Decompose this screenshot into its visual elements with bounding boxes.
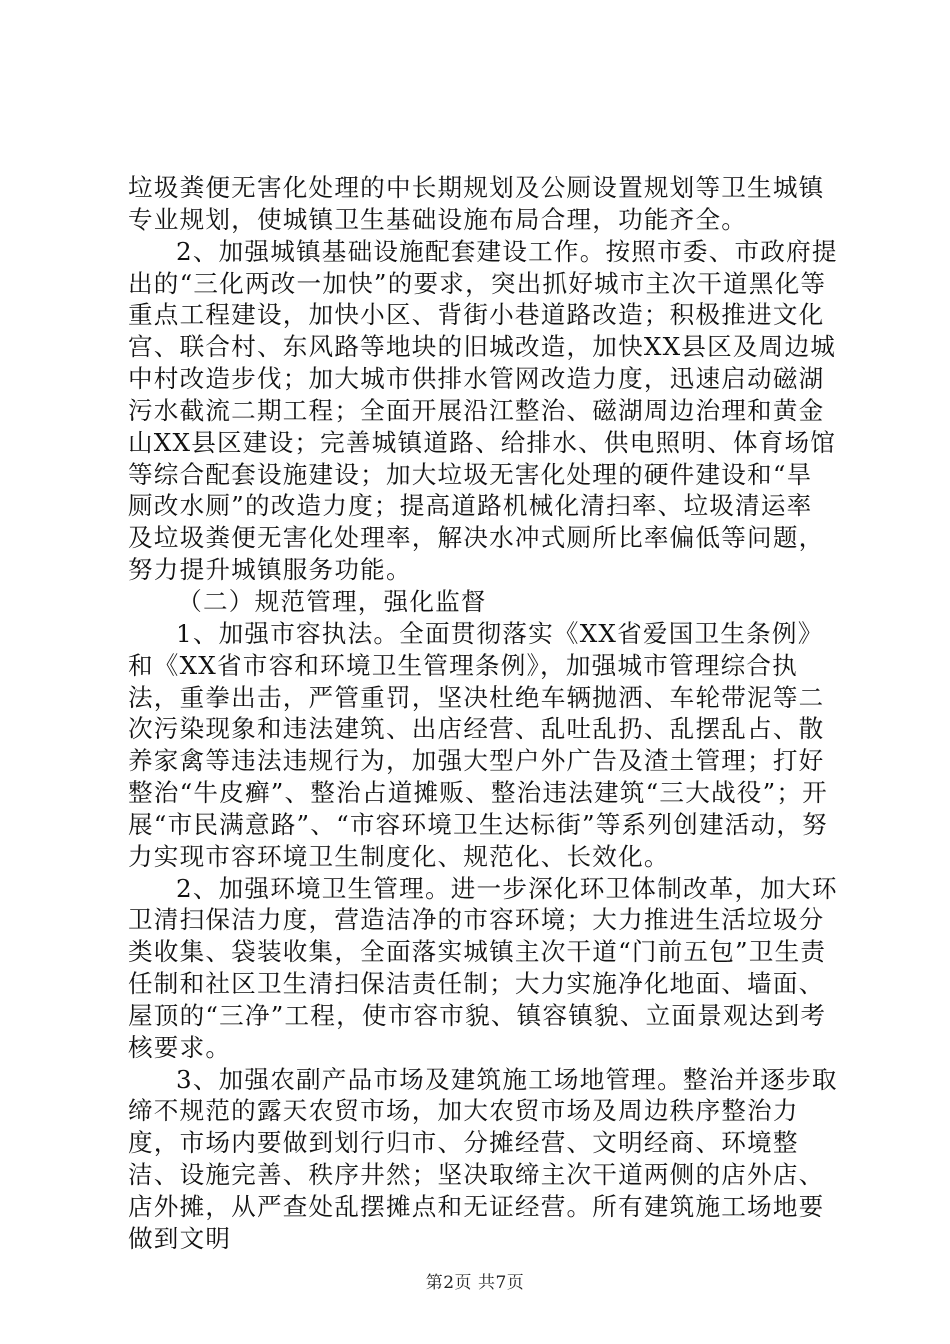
- paragraph-sanitation: 2、加强环境卫生管理。进一步深化环卫体制改革，加大环卫清扫保洁力度，营造洁净的市容环境；大力推进生活垃圾分类收集、袋装收集，全面落实城镇主次干道“门前五包”卫生责任制和社区卫生清扫保洁责任制；大力实施净化地面、墙面、屋顶的“三净”工程，使市容市貌、镇容镇貌、立面景观达到考核要求。: [128, 873, 838, 1062]
- paragraph-city-enforcement: 1、加强市容执法。全面贯彻落实《XX省爱国卫生条例》和《XX省市容和环境卫生管理条例》，加强城市管理综合执法，重拳出击，严管重罚，坚决杜绝车辆抛洒、车轮带泥等二次污染现象和违法建筑、出店经营、乱吐乱扔、乱摆乱占、散养家禽等违法违规行为，加强大型户外广告及渣土管理；打好整治“牛皮癣”、整治占道摊贩、整治违法建筑“三大战役”；开展“市民满意路”、“市容环境卫生达标街”等系列创建活动，努力实现市容环境卫生制度化、规范化、长效化。: [128, 618, 828, 871]
- paragraph-infrastructure: 2、加强城镇基础设施配套建设工作。按照市委、市政府提出的“三化两改一加快”的要求，突出抓好城市主次干道黑化等重点工程建设，加快小区、背街小巷道路改造；积极推进文化宫、联合村、东风路等地块的旧城改造，加快XX县区及周边城中村改造步伐；加大城市供排水管网改造力度，迅速启动磁湖污水截流二期工程；全面开展沿江整治、磁湖周边治理和黄金山XX县区建设；完善城镇道路、给排水、供电照明、体育场馆等综合配套设施建设；加大垃圾无害化处理的硬件建设和“旱厕改水厕”的改造力度；提高道路机械化清扫率、垃圾清运率及垃圾粪便无害化处理率，解决水冲式厕所比率偏低等问题，努力提升城镇服务功能。: [128, 236, 838, 585]
- page-number-footer: 第2页 共7页: [425, 1273, 525, 1293]
- document-body: [128, 172, 838, 1255]
- paragraph-market-management: 3、加强农副产品市场及建筑施工场地管理。整治并逐步取缔不规范的露天农贸市场，加大农贸市场及周边秩序整治力度，市场内要做到划行归市、分摊经营、文明经商、环境整洁、设施完善、秩序井然；坚决取缔主次干道两侧的店外店、店外摊，从严查处乱摆摊点和无证经营。所有建筑施工场地要做到文明: [128, 1064, 838, 1253]
- paragraph-continuation: 垃圾粪便无害化处理的中长期规划及公厕设置规划等卫生城镇专业规划，使城镇卫生基础设施布局合理，功能齐全。: [128, 173, 825, 234]
- section-heading: （二）规范管理，强化监督: [177, 586, 487, 616]
